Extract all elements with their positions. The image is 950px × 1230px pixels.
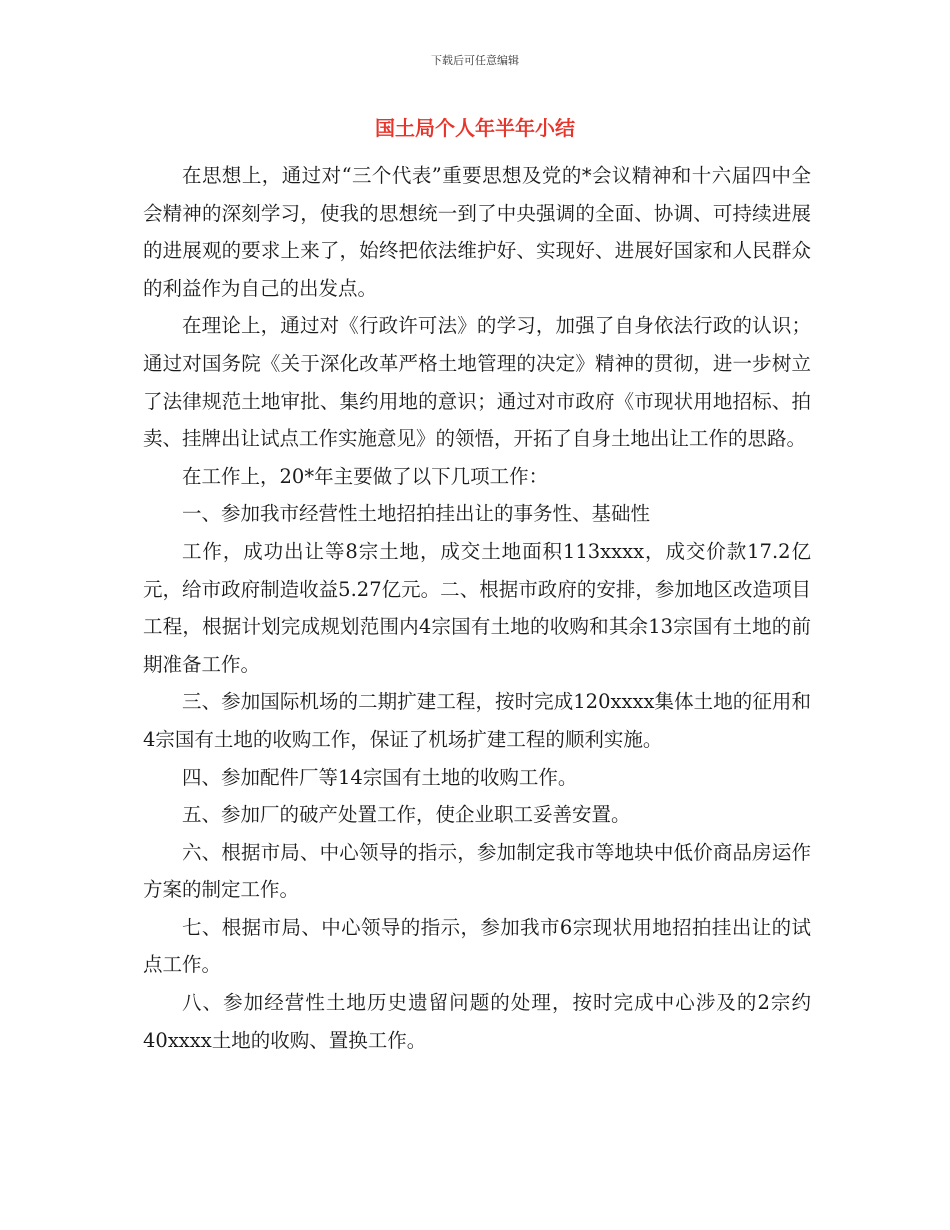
document-title: 国土局个人年半年小结 xyxy=(375,116,575,140)
document-body xyxy=(143,157,811,1059)
paragraph-theory: 在理论上，通过对《行政许可法》的学习，加强了自身依法行政的认识；通过对国务院《关于深化改革严格土地管理的决定》精神的贯彻，进一步树立了法律规范土地审批、集约用地的意识；通过对市政府《市现状用地招标、拍卖、挂牌出让试点工作实施意见》的领悟，开拓了自身土地出让工作的思路。 xyxy=(143,314,811,451)
paragraph-item-4: 四、参加配件厂等14宗国有土地的收购工作。 xyxy=(182,765,578,789)
paragraph-item-5: 五、参加厂的破产处置工作，使企业职工妥善安置。 xyxy=(182,803,631,827)
paragraph-item-1-2: 工作，成功出让等8宗土地，成交土地面积113xxxx，成交价款17.2亿元，给市政府制造收益5.27亿元。二、根据市政府的安排，参加地区改造项目工程，根据计划完成规划范围内4宗国有土地的收购和其余13宗国有土地的前期准备工作。 xyxy=(143,539,811,676)
paragraph-ideology: 在思想上，通过对“三个代表”重要思想及党的*会议精神和十六届四中全会精神的深刻学习，使我的思想统一到了中央强调的全面、协调、可持续进展的进展观的要求上来了，始终把依法维护好、实现好、进展好国家和人民群众的利益作为自己的出发点。 xyxy=(143,164,811,300)
paragraph-item-8: 八、参加经营性土地历史遗留问题的处理，按时完成中心涉及的2宗约40xxxx土地的收购、置换工作。 xyxy=(143,991,811,1052)
paragraph-item-3: 三、参加国际机场的二期扩建工程，按时完成120xxxx集体土地的征用和4宗国有土地的收购工作，保证了机场扩建工程的顺利实施。 xyxy=(143,690,811,751)
paragraph-item-7: 七、根据市局、中心领导的指示，参加我市6宗现状用地招拍挂出让的试点工作。 xyxy=(143,915,811,977)
paragraph-item-1-heading: 一、参加我市经营性土地招拍挂出让的事务性、基础性 xyxy=(182,502,651,526)
paragraph-work-intro: 在工作上，20*年主要做了以下几项工作： xyxy=(182,464,549,488)
paragraph-item-6: 六、根据市局、中心领导的指示，参加制定我市等地块中低价商品房运作方案的制定工作。 xyxy=(143,840,811,902)
header-note: 下载后可任意编辑 xyxy=(431,54,519,67)
